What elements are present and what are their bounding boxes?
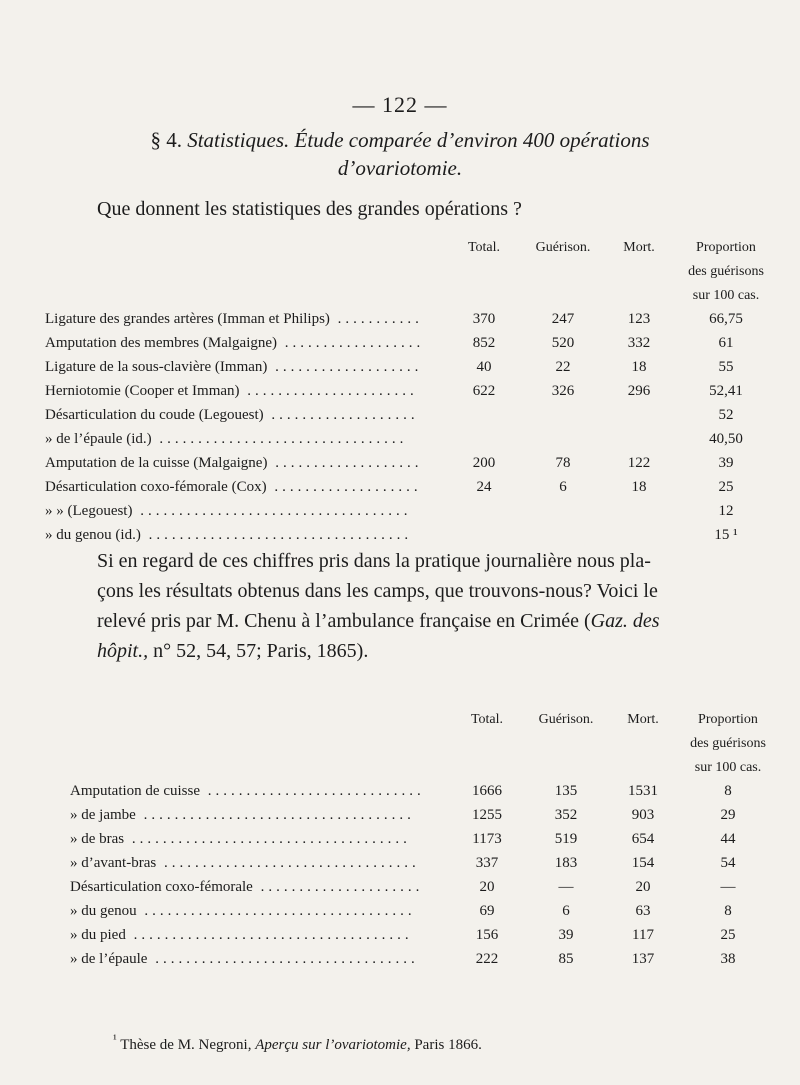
row-label: Amputation de cuisse ............................ [70,783,425,799]
header-total: Total. [470,712,504,727]
table-row [45,424,777,448]
cell-proportion: 25 [720,927,736,943]
leader-dots: .................................. [147,951,419,967]
table-row [45,400,777,424]
cell-guerison: 78 [555,455,571,471]
leader-dots: .................. [277,335,425,351]
table-row [45,376,777,400]
cell-mort: 122 [627,455,651,471]
cell-total: 852 [472,335,496,351]
cell-mort [603,424,675,448]
section-title-line1: Statistiques. Étude comparée d’environ 400 opérations [187,128,650,152]
footnote-mark: ¹ [113,1032,117,1046]
cell-proportion: 40,50 [709,431,743,447]
leader-dots: ................................ [151,431,408,447]
row-label: Ligature de la sous-clavière (Imman) ................... [45,359,423,375]
table-row [45,472,777,496]
leader-dots: ................................... [136,903,416,919]
cell-mort: 20 [635,879,651,895]
section-title-line2: d’ovariotomie. [337,156,463,180]
cell-total: 200 [472,455,496,471]
header-mort: Mort. [627,712,659,727]
cell-total: 1173 [472,831,502,847]
leader-dots: ................... [263,407,419,423]
row-label: » du genou ................................... [70,903,416,919]
cell-total [445,424,523,448]
cell-mort: 117 [632,927,654,943]
cell-mort: 154 [631,855,655,871]
cell-proportion: 54 [720,855,736,871]
cell-proportion: — [720,879,736,895]
cell-guerison: 85 [558,951,574,967]
row-label: » de jambe ................................... [70,807,415,823]
table-row [70,776,780,800]
table-row [70,920,780,944]
row-label: Amputation de la cuisse (Malgaigne) ................... [45,455,423,471]
table-row [70,944,780,968]
cell-total: 69 [479,903,495,919]
leader-dots: ................... [267,359,423,375]
cell-guerison [523,496,603,520]
citation-italic: hôpit., [97,640,149,662]
cell-proportion: 44 [720,831,736,847]
row-label: » de l’épaule (id.) ................................ [45,431,408,447]
paragraph-line: relevé pris par M. Chenu à l’ambulance française en Crimée (Gaz. des [97,610,660,632]
leader-dots: ............................ [199,783,425,799]
row-label: » » (Legouest) ................................... [45,503,412,519]
cell-total: 156 [475,927,499,943]
table-row [70,896,780,920]
cell-proportion: 66,75 [709,311,743,327]
cell-guerison: 326 [551,383,575,399]
cell-mort [603,400,675,424]
row-label: Désarticulation du coude (Legouest) ................... [45,407,419,423]
cell-total [445,520,523,544]
cell-total: 337 [475,855,499,871]
footnote [113,1032,482,1054]
cell-total: 622 [472,383,496,399]
table-row [45,496,777,520]
cell-total: 370 [472,311,496,327]
row-label: Ligature des grandes artères (Imman et Philips) ........... [45,311,423,327]
leader-dots: .................................... [125,927,413,943]
cell-mort [603,496,675,520]
leader-dots: ........... [329,311,423,327]
cell-proportion: 52,41 [709,383,743,399]
cell-guerison: 135 [554,783,578,799]
table-row [45,448,777,472]
footnote-text-end: Paris 1866. [410,1037,482,1053]
row-label: Désarticulation coxo-fémorale ..................... [70,879,424,895]
cell-guerison [523,424,603,448]
cell-guerison: 6 [562,903,570,919]
section-number: § 4. [150,128,182,152]
table-row [70,824,780,848]
table-row [45,352,777,376]
cell-total: 40 [476,359,492,375]
cell-mort: 903 [631,807,655,823]
cell-mort: 654 [631,831,655,847]
paragraph-line: Si en regard de ces chiffres pris dans la pratique journalière nous pla- [97,550,651,572]
row-label: Désarticulation coxo-fémorale (Cox) ................... [45,479,422,495]
leader-dots: ................... [267,455,423,471]
cell-mort: 63 [635,903,651,919]
leader-dots: .................................... [124,831,411,847]
row-label: » de l’épaule .................................. [70,951,419,967]
cell-proportion: 38 [720,951,736,967]
cell-proportion: 61 [718,335,734,351]
body-paragraph [97,546,737,666]
row-label: Amputation des membres (Malgaigne) .................. [45,335,425,351]
header-total: Total. [467,240,501,255]
leader-dots: ................................... [132,503,412,519]
cell-proportion: 25 [718,479,734,495]
statistics-table-major-operations [45,232,777,544]
footnote-title: Aperçu sur l’ovariotomie, [255,1037,411,1053]
paragraph-line: hôpit., n° 52, 54, 57; Paris, 1865). [97,640,369,662]
header-proportion-3: sur 100 cas. [692,288,760,303]
cell-mort: 1531 [628,783,658,799]
citation-italic: Gaz. des [590,610,660,632]
cell-guerison: 520 [551,335,575,351]
cell-total: 24 [476,479,492,495]
row-label: Herniotomie (Cooper et Imman) ...................... [45,383,418,399]
cell-proportion: 52 [718,407,734,423]
table-row [70,872,780,896]
header-proportion-3: sur 100 cas. [694,760,762,775]
cell-mort [603,520,675,544]
leader-dots: ................... [266,479,422,495]
cell-guerison: 22 [555,359,571,375]
cell-guerison: 519 [554,831,578,847]
cell-proportion: 8 [724,783,732,799]
table-row [45,328,777,352]
cell-total: 222 [475,951,499,967]
cell-guerison: 6 [559,479,567,495]
leader-dots: ...................... [239,383,418,399]
row-label: » de bras .................................... [70,831,411,847]
header-guerison: Guérison. [538,712,594,727]
cell-guerison: 352 [554,807,578,823]
page-number: — 122 — [352,92,448,117]
cell-mort: 137 [631,951,655,967]
statistics-table-crimea [70,704,780,968]
leader-dots: ................................. [156,855,420,871]
table-header-row [70,704,780,728]
cell-proportion: 55 [718,359,734,375]
header-mort: Mort. [623,240,655,255]
cell-mort: 18 [631,359,647,375]
section-title [60,126,740,182]
leader-dots: ..................... [252,879,424,895]
table-row [45,520,777,544]
header-proportion-1: Proportion [696,240,756,255]
cell-mort: 18 [631,479,647,495]
footnote-text: Thèse de M. Negroni, [116,1037,256,1053]
table-row [70,848,780,872]
cell-total: 1666 [472,783,502,799]
paragraph-line: çons les résultats obtenus dans les camps, que trouvons-nous? Voici le [97,580,658,602]
cell-proportion: 8 [724,903,732,919]
cell-total [445,400,523,424]
table-row [70,800,780,824]
cell-proportion: 15 ¹ [714,527,738,543]
cell-guerison [523,400,603,424]
cell-mort: 123 [627,311,651,327]
row-label: » du pied .................................... [70,927,413,943]
leader-dots: ................................... [135,807,415,823]
header-guerison: Guérison. [535,240,591,255]
intro-question: Que donnent les statistiques des grandes opérations ? [97,198,522,220]
cell-guerison: — [558,879,574,895]
row-label: » du genou (id.) .................................. [45,527,413,543]
cell-total: 20 [479,879,495,895]
header-proportion-1: Proportion [698,712,758,727]
table-row [45,304,777,328]
cell-total: 1255 [472,807,502,823]
cell-guerison: 183 [554,855,578,871]
leader-dots: .................................. [140,527,413,543]
row-label: » d’avant-bras ................................. [70,855,420,871]
cell-proportion: 12 [718,503,734,519]
cell-proportion: 29 [720,807,736,823]
header-proportion-2: des guérisons [690,736,766,751]
header-proportion-2: des guérisons [688,264,764,279]
cell-guerison: 39 [558,927,574,943]
cell-mort: 332 [627,335,651,351]
cell-guerison [523,520,603,544]
cell-proportion: 39 [718,455,734,471]
table-header-row [45,232,777,256]
cell-guerison: 247 [551,311,575,327]
cell-total [445,496,523,520]
cell-mort: 296 [627,383,651,399]
